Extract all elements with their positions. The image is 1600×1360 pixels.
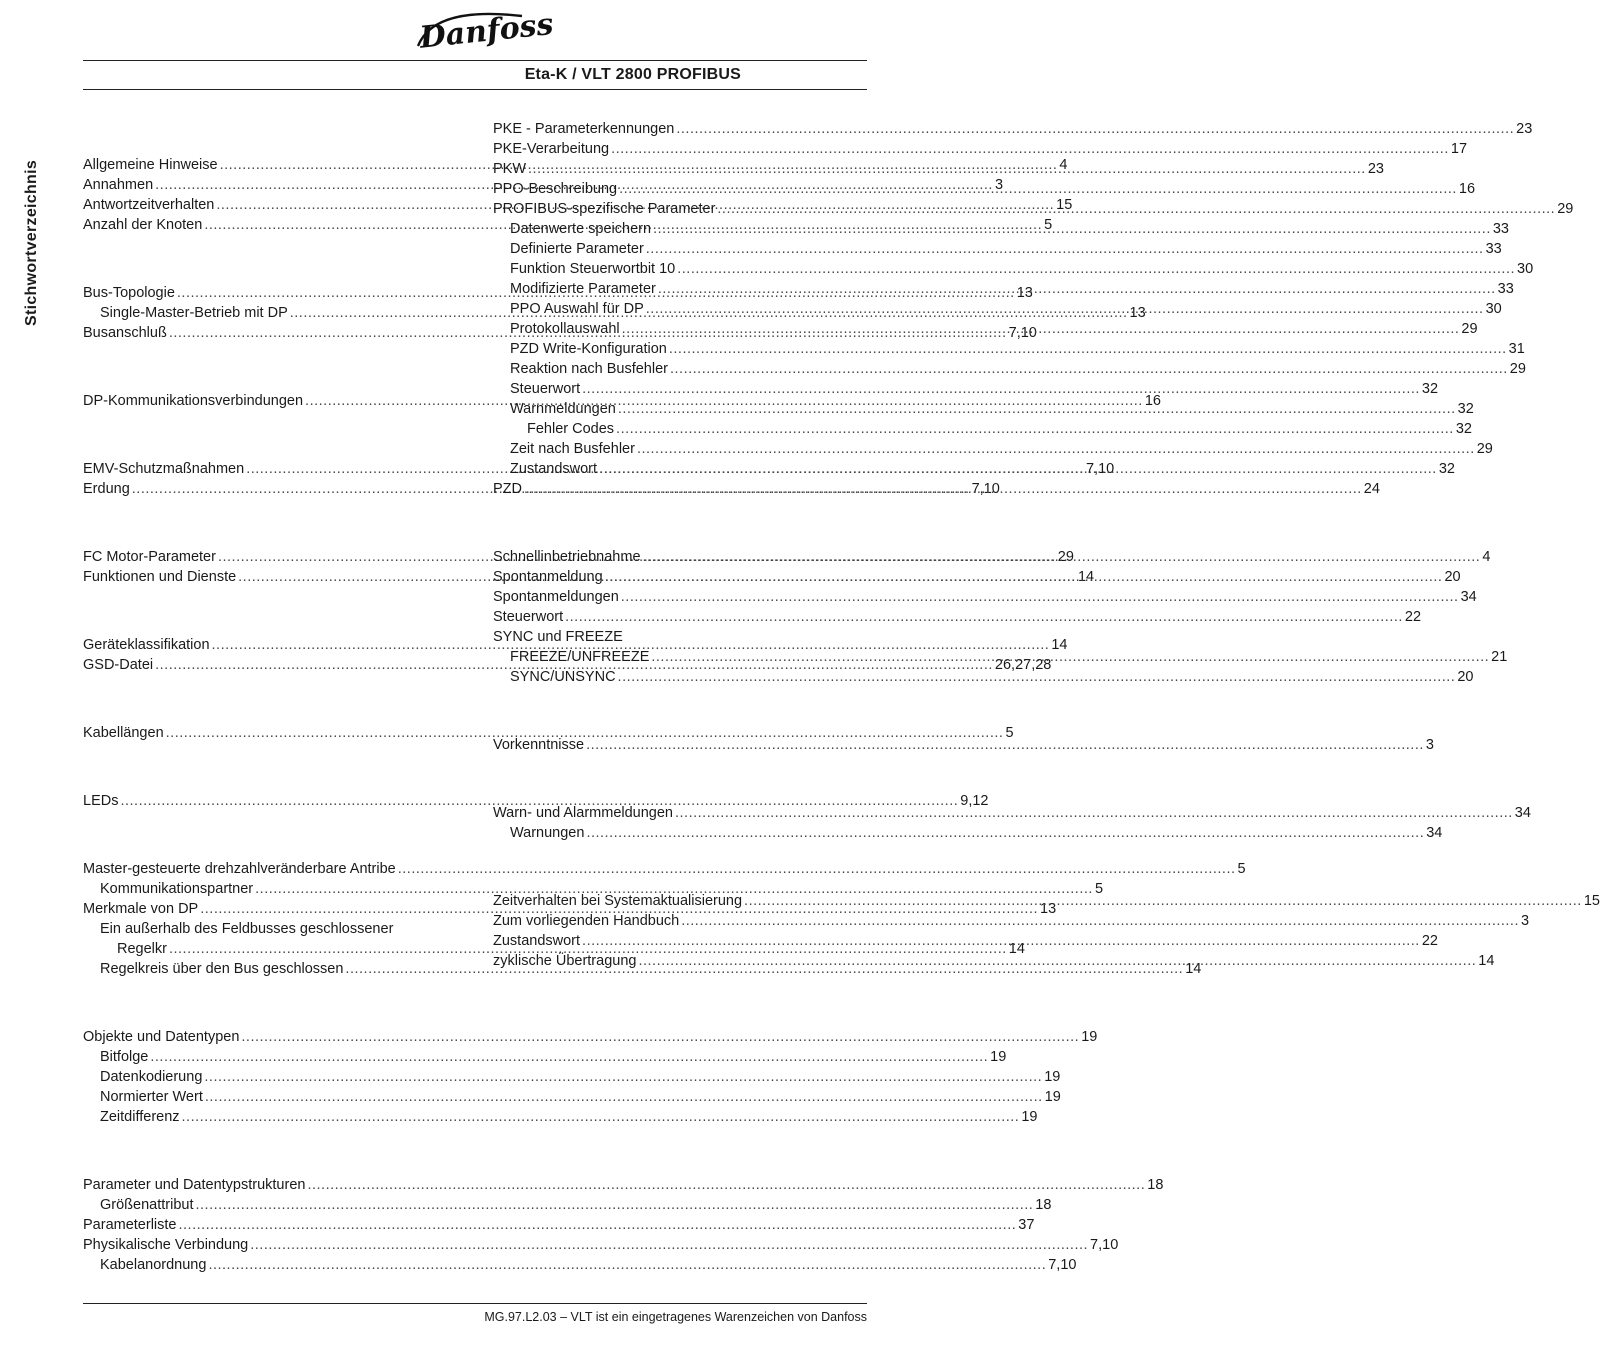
index-term: Allgemeine Hinweise bbox=[83, 157, 218, 173]
index-term: Vorkenntnisse bbox=[493, 737, 585, 753]
dot-leader bbox=[637, 439, 1475, 459]
dot-leader bbox=[717, 199, 1555, 219]
index-term: PPO Auswahl für DP bbox=[510, 301, 644, 317]
dot-leader bbox=[651, 647, 1489, 667]
page-number: 14 bbox=[1051, 637, 1068, 653]
dot-leader bbox=[208, 1255, 1046, 1275]
page-number: 22 bbox=[1421, 933, 1438, 949]
group-spacer bbox=[83, 235, 453, 283]
index-entry bbox=[83, 1175, 1164, 1195]
index-subentry bbox=[83, 1047, 1007, 1067]
index-term: PZD Write-Konfiguration bbox=[510, 341, 667, 357]
footer-rule bbox=[83, 1303, 867, 1304]
dot-leader bbox=[658, 279, 1496, 299]
index-term: Größenattribut bbox=[100, 1197, 194, 1213]
index-subentry bbox=[493, 439, 1493, 459]
index-term: Funktion Steuerwortbit 10 bbox=[510, 261, 676, 277]
index-term: Funktionen und Dienste bbox=[83, 569, 237, 585]
dot-leader bbox=[582, 931, 1420, 951]
page-number: 14 bbox=[1185, 961, 1202, 977]
dot-leader bbox=[676, 119, 1514, 139]
index-term: Spontanmeldung bbox=[493, 569, 603, 585]
index-entry bbox=[493, 587, 1477, 607]
index-term: PKE-Verarbeitung bbox=[493, 141, 610, 157]
index-term: Warnmeldungen bbox=[510, 401, 616, 417]
page-number: 5 bbox=[1094, 881, 1104, 897]
page-number: 29 bbox=[1476, 441, 1493, 457]
index-term: SYNC und FREEZE bbox=[493, 629, 623, 645]
page-number: 34 bbox=[1460, 589, 1477, 605]
index-term: Protokollauswahl bbox=[510, 321, 620, 337]
dot-leader bbox=[178, 1215, 1016, 1235]
page-number: 13 bbox=[1040, 901, 1057, 917]
dot-leader bbox=[677, 259, 1515, 279]
index-entry bbox=[83, 791, 989, 811]
dot-leader bbox=[524, 479, 1362, 499]
page-number: 26,27,28 bbox=[994, 657, 1052, 673]
dot-leader bbox=[616, 419, 1454, 439]
index-term: PZD bbox=[493, 481, 522, 497]
index-term: Parameterliste bbox=[83, 1217, 177, 1233]
group-spacer bbox=[83, 811, 453, 859]
group-spacer bbox=[83, 499, 453, 547]
dot-leader bbox=[669, 339, 1507, 359]
index-term: Datenwerte speichern bbox=[510, 221, 652, 237]
page-number: 24 bbox=[1363, 481, 1380, 497]
index-term: Kabelanordnung bbox=[100, 1257, 207, 1273]
index-subentry bbox=[493, 359, 1526, 379]
page-number: 23 bbox=[1516, 121, 1533, 137]
page-number: 32 bbox=[1455, 421, 1472, 437]
index-entry bbox=[493, 607, 1422, 627]
page-number: 32 bbox=[1421, 381, 1439, 397]
dot-leader bbox=[205, 1087, 1043, 1107]
svg-text:Danfoss: Danfoss bbox=[418, 6, 555, 56]
index-entry bbox=[493, 159, 1384, 179]
group-spacer bbox=[493, 843, 863, 891]
index-subentry bbox=[493, 379, 1439, 399]
index-term: Bus-Topologie bbox=[83, 285, 175, 301]
page-number: 5 bbox=[1237, 861, 1246, 877]
page-number: 13 bbox=[1129, 305, 1146, 321]
dot-leader bbox=[618, 667, 1456, 687]
index-subentry bbox=[83, 1255, 1077, 1275]
page-number: 14 bbox=[1077, 569, 1095, 585]
index-term: Schnellinbetriebnahme bbox=[493, 549, 641, 565]
index-term: Zeitdifferenz bbox=[100, 1109, 180, 1125]
index-term: Antwortzeitverhalten bbox=[83, 197, 215, 213]
page-number: 29 bbox=[1057, 549, 1074, 565]
danfoss-logo bbox=[410, 6, 555, 56]
index-term: Kommunikationspartner bbox=[100, 881, 254, 897]
index-term: Geräteklassifikation bbox=[83, 637, 210, 653]
page-number: 18 bbox=[1147, 1177, 1164, 1193]
dot-leader bbox=[638, 951, 1476, 971]
index-term: SYNC/UNSYNC bbox=[510, 669, 616, 685]
dot-leader bbox=[250, 1235, 1088, 1255]
page-number: 19 bbox=[1021, 1109, 1038, 1125]
index-entry bbox=[493, 951, 1495, 971]
dot-leader bbox=[744, 891, 1582, 911]
index-term: Master-gesteuerte drehzahlveränderbare Antribe bbox=[83, 861, 396, 877]
dot-leader bbox=[646, 299, 1484, 319]
page-number: 9,12 bbox=[960, 793, 989, 809]
group-spacer bbox=[83, 743, 453, 791]
page-number: 13 bbox=[1016, 285, 1033, 301]
index-term: GSD-Datei bbox=[83, 657, 154, 673]
index-term: Regelkreis über den Bus geschlossen bbox=[100, 961, 344, 977]
group-spacer bbox=[83, 343, 453, 391]
index-term: Kabellängen bbox=[83, 725, 164, 741]
dot-leader bbox=[307, 1175, 1145, 1195]
page-number: 32 bbox=[1457, 401, 1474, 417]
index-term: FC Motor-Parameter bbox=[83, 549, 216, 565]
page-number: 3 bbox=[1521, 913, 1530, 929]
index-term: Datenkodierung bbox=[100, 1069, 203, 1085]
index-term: Annahmen bbox=[83, 177, 154, 193]
page-number: 7,10 bbox=[1008, 325, 1037, 341]
index-entry bbox=[493, 627, 863, 647]
page-number: 20 bbox=[1444, 569, 1461, 585]
index-term: Ein außerhalb des Feldbusses geschlossener bbox=[100, 921, 394, 937]
page-number: 18 bbox=[1035, 1197, 1052, 1213]
index-term: PKW bbox=[493, 161, 527, 177]
page-number: 20 bbox=[1457, 669, 1474, 685]
dot-leader bbox=[653, 219, 1491, 239]
index-term: Zeitverhalten bei Systemaktualisierung bbox=[493, 893, 743, 909]
index-term: Objekte und Datentypen bbox=[83, 1029, 240, 1045]
index-term: Modifizierte Parameter bbox=[510, 281, 656, 297]
page-number: 7,10 bbox=[1090, 1237, 1119, 1253]
group-spacer bbox=[493, 499, 863, 547]
dot-leader bbox=[646, 239, 1484, 259]
page-number: 34 bbox=[1514, 805, 1531, 821]
dot-leader bbox=[599, 459, 1437, 479]
index-term: Anzahl der Knoten bbox=[83, 217, 203, 233]
index-subentry bbox=[83, 1107, 1038, 1127]
dot-leader bbox=[565, 607, 1403, 627]
index-term: Definierte Parameter bbox=[510, 241, 644, 257]
index-entry bbox=[493, 911, 1530, 931]
group-spacer bbox=[83, 587, 453, 635]
index-subentry bbox=[493, 219, 1509, 239]
page-number: 3 bbox=[994, 177, 1004, 193]
index-term: EMV-Schutzmaßnahmen bbox=[83, 461, 245, 477]
index-entry bbox=[493, 179, 1476, 199]
index-entry bbox=[83, 723, 1014, 743]
index-term: Bitfolge bbox=[100, 1049, 149, 1065]
page-number: 29 bbox=[1557, 201, 1574, 217]
index-term: Normierter Wert bbox=[100, 1089, 203, 1105]
index-term: Zustandswort bbox=[493, 933, 581, 949]
index-term: Single-Master-Betrieb mit DP bbox=[100, 305, 288, 321]
index-term: Steuerwort bbox=[510, 381, 581, 397]
index-entry bbox=[493, 803, 1531, 823]
index-subentry bbox=[493, 667, 1474, 687]
page-number: 16 bbox=[1458, 181, 1476, 197]
dot-leader bbox=[586, 735, 1424, 755]
index-subentry bbox=[493, 823, 1443, 843]
page-number: 33 bbox=[1497, 281, 1514, 297]
group-spacer bbox=[83, 411, 453, 459]
document-title: Eta-K / VLT 2800 PROFIBUS bbox=[524, 66, 741, 83]
dot-leader bbox=[182, 1107, 1020, 1127]
page-number: 23 bbox=[1367, 161, 1384, 177]
page-number: 19 bbox=[1081, 1029, 1098, 1045]
index-term: zyklische Übertragung bbox=[493, 953, 637, 969]
page-number: 29 bbox=[1509, 361, 1526, 377]
index-term: PROFIBUS-spezifische Parameter bbox=[493, 201, 716, 217]
index-entry bbox=[83, 1215, 1035, 1235]
dot-leader bbox=[582, 379, 1420, 399]
page-number: 7,10 bbox=[1085, 461, 1115, 477]
group-spacer bbox=[83, 1127, 453, 1175]
header-rule-bottom bbox=[83, 89, 867, 90]
dot-leader bbox=[528, 159, 1366, 179]
dot-leader bbox=[204, 1067, 1042, 1087]
index-term: Steuerwort bbox=[493, 609, 564, 625]
index-subentry bbox=[493, 259, 1534, 279]
index-term: PKE - Parameterkennungen bbox=[493, 121, 675, 137]
dot-leader bbox=[675, 803, 1513, 823]
dot-leader bbox=[681, 911, 1519, 931]
page-number: 19 bbox=[1044, 1069, 1061, 1085]
index-entry bbox=[493, 139, 1468, 159]
index-subentry bbox=[83, 1067, 1061, 1087]
page-number: 17 bbox=[1450, 141, 1468, 157]
group-spacer bbox=[83, 979, 453, 1027]
page-number: 33 bbox=[1492, 221, 1509, 237]
index-term: DP-Kommunikationsverbindungen bbox=[83, 393, 304, 409]
page-number: 34 bbox=[1426, 825, 1443, 841]
index-entry bbox=[493, 735, 1434, 755]
index-subentry bbox=[493, 419, 1472, 439]
page-number: 29 bbox=[1461, 321, 1478, 337]
index-term: Zum vorliegenden Handbuch bbox=[493, 913, 680, 929]
index-subentry bbox=[493, 339, 1525, 359]
index-term: Reaktion nach Busfehler bbox=[510, 361, 668, 377]
dot-leader bbox=[643, 547, 1481, 567]
group-spacer bbox=[83, 675, 453, 723]
page-number: 14 bbox=[1008, 941, 1025, 957]
header-rule-top bbox=[83, 60, 867, 61]
index-term: Regelkr bbox=[117, 941, 167, 957]
index-term: Merkmale von DP bbox=[83, 901, 199, 917]
page-number: 4 bbox=[1059, 157, 1068, 173]
page-number: 7,10 bbox=[1048, 1257, 1077, 1273]
index-subentry bbox=[83, 1087, 1061, 1107]
page-number: 21 bbox=[1491, 649, 1508, 665]
group-spacer bbox=[493, 755, 863, 803]
dot-leader bbox=[618, 399, 1456, 419]
footer-note: MG.97.L2.03 – VLT ist ein eingetragenes Warenzeichen von Danfoss bbox=[484, 1310, 867, 1324]
dot-leader bbox=[586, 823, 1424, 843]
index-subentry bbox=[83, 919, 453, 939]
index-entry bbox=[493, 119, 1533, 139]
index-term: Erdung bbox=[83, 481, 130, 497]
index-term: PPO-Beschreibung bbox=[493, 181, 618, 197]
index-term: FREEZE/UNFREEZE bbox=[510, 649, 650, 665]
dot-leader bbox=[611, 139, 1449, 159]
index-term: Fehler Codes bbox=[527, 421, 615, 437]
page-number: 7,10 bbox=[971, 481, 1000, 497]
index-entry bbox=[83, 859, 1246, 879]
index-term: Warnungen bbox=[510, 825, 585, 841]
dot-leader bbox=[621, 587, 1459, 607]
dot-leader bbox=[605, 567, 1443, 587]
dot-leader bbox=[622, 319, 1460, 339]
group-spacer bbox=[493, 687, 863, 735]
page-number: 5 bbox=[1044, 217, 1053, 233]
page-number: 15 bbox=[1056, 197, 1073, 213]
index-entry bbox=[83, 1235, 1119, 1255]
index-entry bbox=[83, 1027, 1098, 1047]
page-number: 16 bbox=[1144, 393, 1161, 409]
page-number: 32 bbox=[1438, 461, 1455, 477]
page-number: 30 bbox=[1485, 301, 1502, 317]
dot-leader bbox=[196, 1195, 1034, 1215]
page-number: 3 bbox=[1425, 737, 1434, 753]
page-number: 31 bbox=[1508, 341, 1525, 357]
page-number: 4 bbox=[1482, 549, 1491, 565]
index-subentry bbox=[83, 1195, 1052, 1215]
page-number: 37 bbox=[1018, 1217, 1035, 1233]
page-number: 15 bbox=[1583, 893, 1600, 909]
dot-leader bbox=[150, 1047, 988, 1067]
index-term: Spontanmeldungen bbox=[493, 589, 619, 605]
dot-leader bbox=[241, 1027, 1079, 1047]
page-number: 30 bbox=[1517, 261, 1534, 277]
page-number: 14 bbox=[1478, 953, 1495, 969]
page-number: 19 bbox=[990, 1049, 1007, 1065]
index-term: LEDs bbox=[83, 793, 119, 809]
index-term: Parameter und Datentypstrukturen bbox=[83, 1177, 306, 1193]
page-number: 19 bbox=[1044, 1089, 1061, 1105]
index-subentry bbox=[83, 879, 1104, 899]
page-number: 22 bbox=[1404, 609, 1422, 625]
page-number: 33 bbox=[1485, 241, 1502, 257]
index-subentry bbox=[493, 239, 1502, 259]
index-term: Busanschluß bbox=[83, 325, 167, 341]
index-term: Zustandswort bbox=[510, 461, 598, 477]
dot-leader bbox=[619, 179, 1457, 199]
page-number: 5 bbox=[1005, 725, 1014, 741]
section-side-title: Stichwortverzeichnis bbox=[23, 159, 40, 326]
index-term: Zeit nach Busfehler bbox=[510, 441, 635, 457]
index-term: Physikalische Verbindung bbox=[83, 1237, 249, 1253]
dot-leader bbox=[670, 359, 1508, 379]
index-term: Warn- und Alarmmeldungen bbox=[493, 805, 673, 821]
